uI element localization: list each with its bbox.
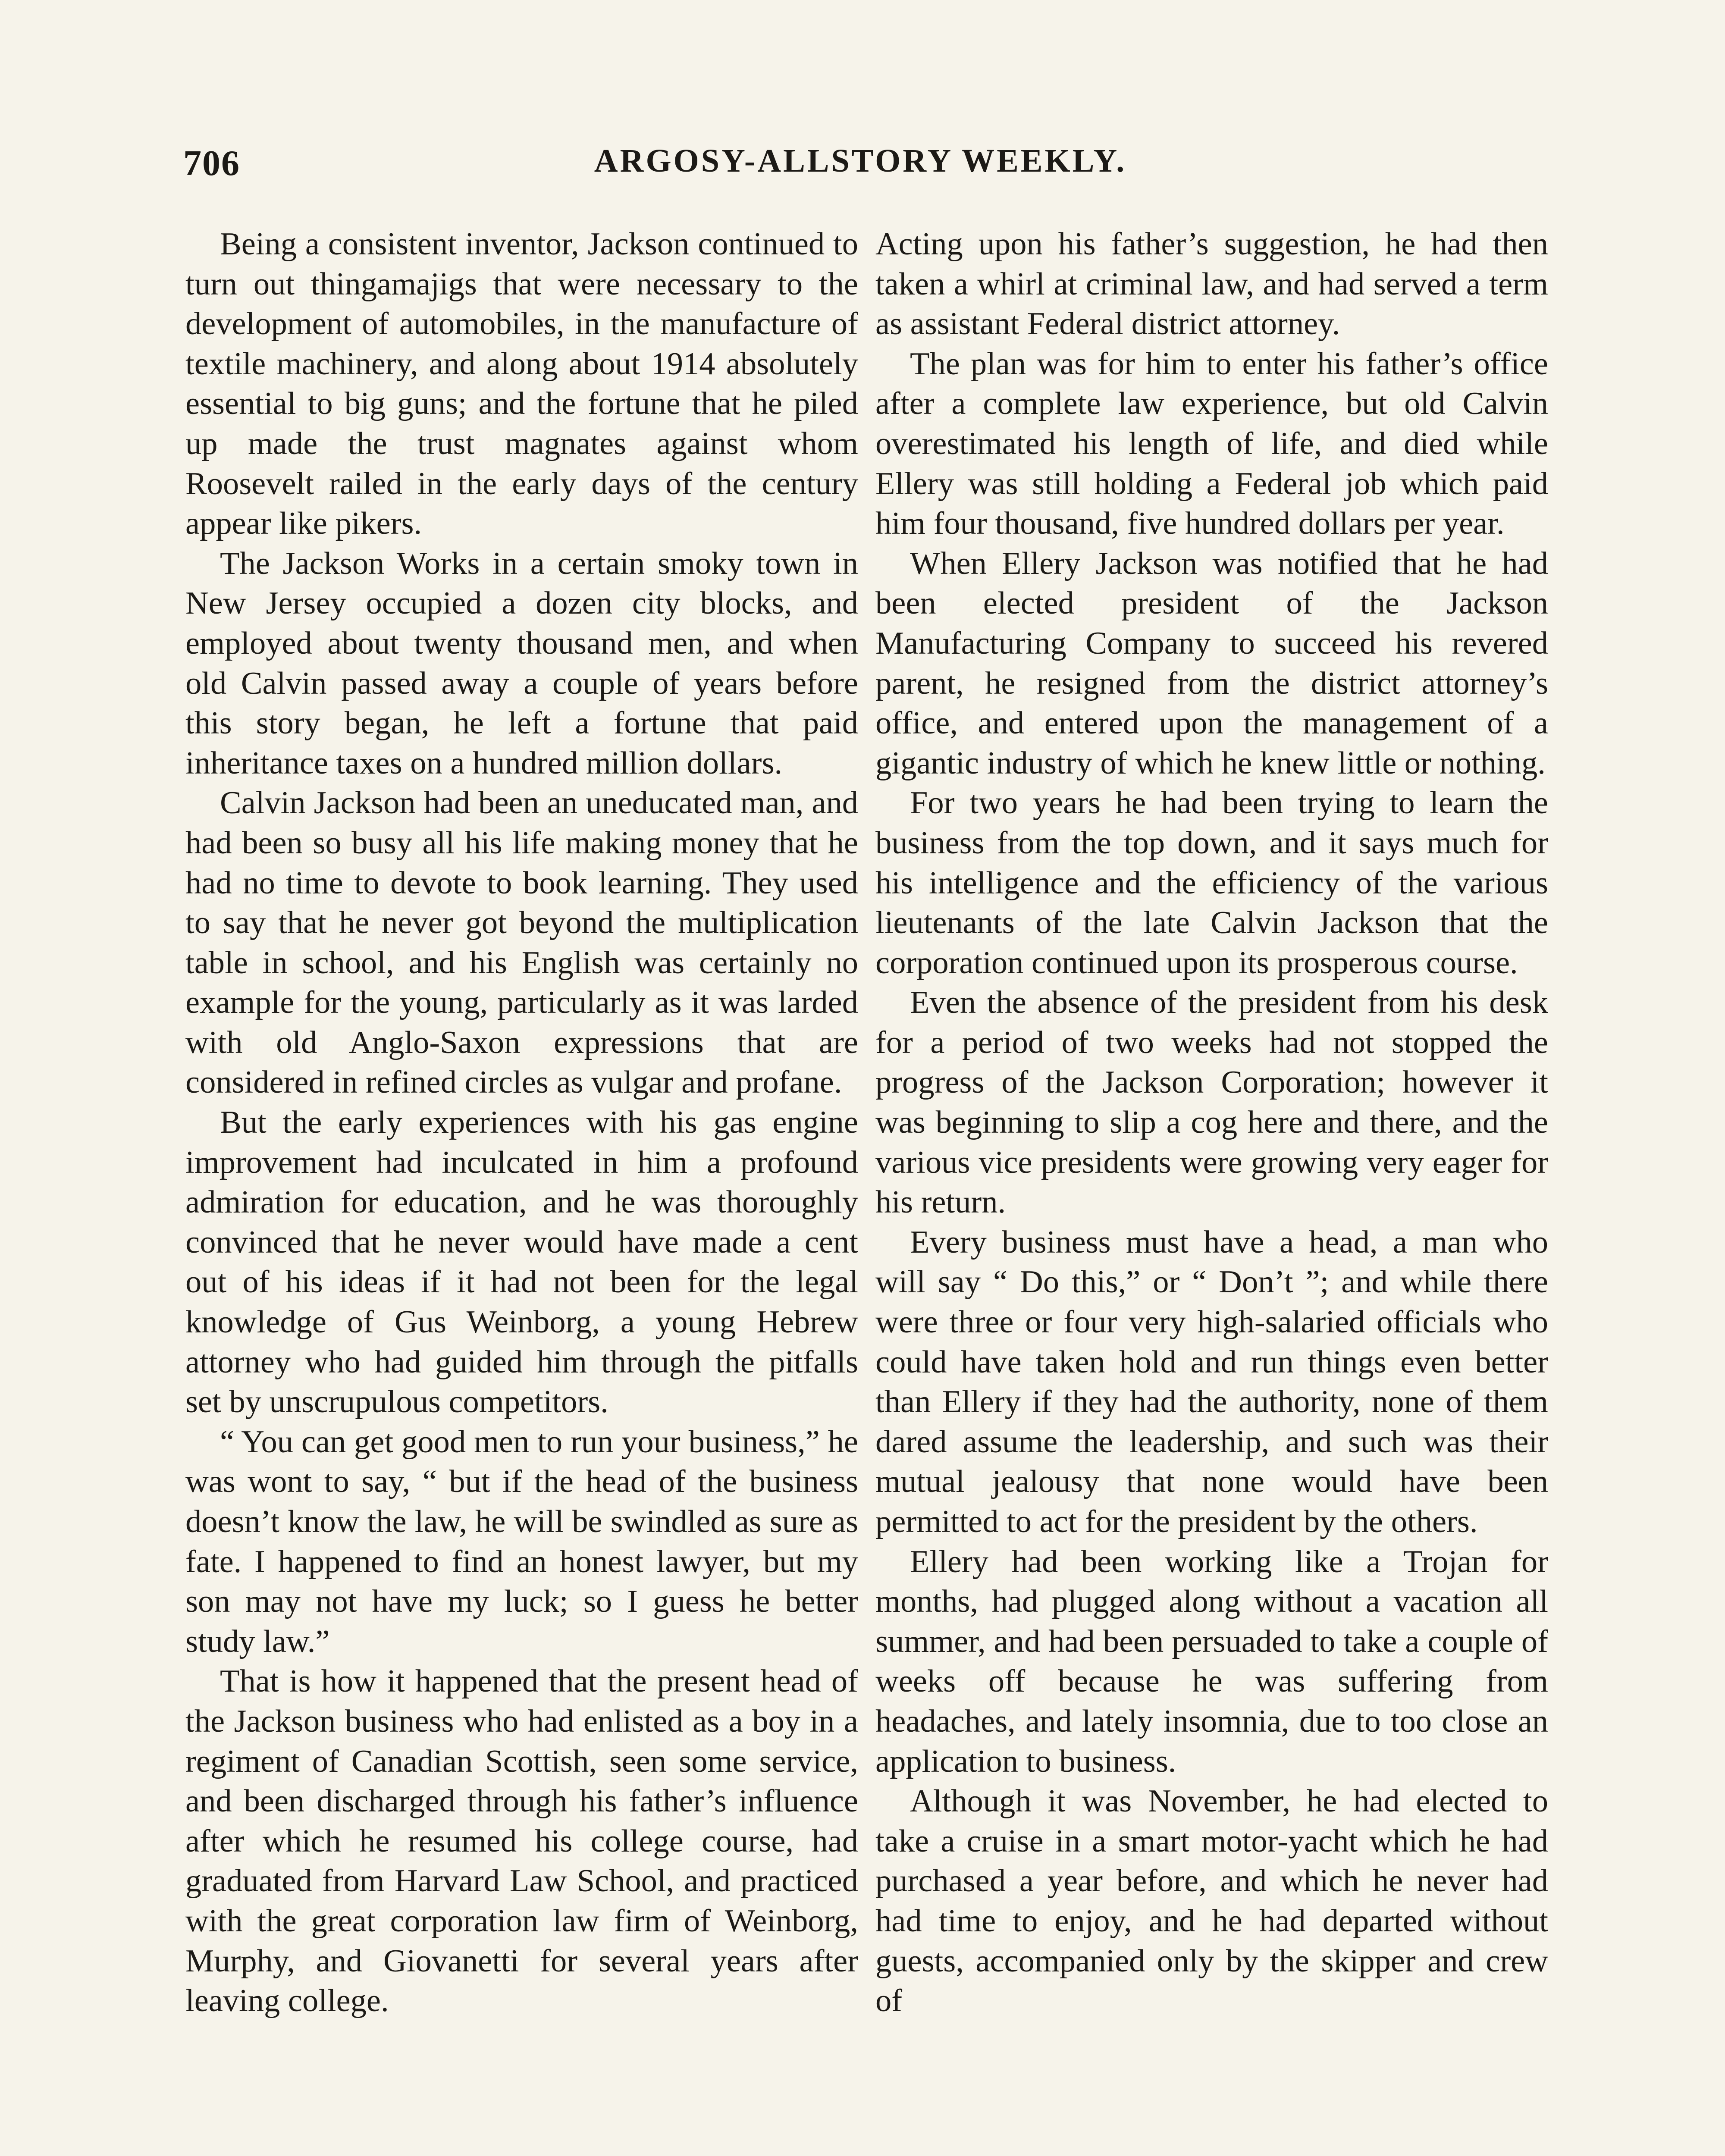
left-paragraph: Calvin Jackson had been an uneducated man, and had been so busy all his life making money that he had no time to devote to book learning. They used to say that he never got beyond the multiplication table in school, and his English was certainly no example for the young, particularly as it was larded with old Anglo-Saxon expressions that are considered in refined circles as vulgar and profane. bbox=[185, 785, 858, 1100]
left-column bbox=[185, 224, 858, 2021]
page-number: 706 bbox=[183, 143, 240, 183]
page-header bbox=[183, 142, 1537, 190]
running-head: ARGOSY-ALLSTORY WEEKLY. bbox=[594, 143, 1127, 179]
right-column bbox=[875, 224, 1548, 2021]
right-paragraph: Acting upon his father’s suggestion, he had then taken a whirl at criminal law, and had served a term as assistant Federal district attorney. bbox=[875, 226, 1548, 342]
right-paragraph: Even the absence of the president from his desk for a period of two weeks had not stopped the progress of the Jackson Corporation; however it was beginning to slip a cog here and there, and the various vice presidents were growing very eager for his return. bbox=[875, 985, 1548, 1220]
right-paragraph: Ellery had been working like a Trojan for months, had plugged along without a vacation all summer, and had been persuaded to take a couple of weeks off because he was suffering from headaches, and lately insomnia, due to too close an application to business. bbox=[875, 1544, 1548, 1779]
right-paragraph: Although it was November, he had elected to take a cruise in a smart motor-yacht which he had purchased a year before, and which he never had had time to enjoy, and he had departed without guests, accompanied only by the skipper and crew of bbox=[875, 1783, 1548, 2019]
left-paragraph: The Jackson Works in a certain smoky town in New Jersey occupied a dozen city blocks, and employed about twenty thousand men, and when old Calvin passed away a couple of years before this story began, he left a fortune that paid inheritance taxes on a hundred million dollars. bbox=[185, 545, 858, 781]
left-paragraph: That is how it happened that the present head of the Jackson business who had enlisted as a boy in a regiment of Canadian Scottish, seen some service, and been discharged through his father’s influence after which he resumed his college course, had graduated from Harvard Law School, and practiced with the great corporation law firm of Weinborg, Murphy, and Giovanetti for several years after leaving college. bbox=[185, 1664, 858, 2019]
left-paragraph: “ You can get good men to run your business,” he was wont to say, “ but if the head of the business doesn’t know the law, he will be swindled as sure as fate. I happened to find an honest lawyer, but my son may not have my luck; so I guess he better study law.” bbox=[185, 1424, 858, 1659]
left-paragraph: But the early experiences with his gas engine improvement had inculcated in him a profound admiration for education, and he was thoroughly convinced that he never would have made a cent out of his ideas if it had not been for the legal knowledge of Gus Weinborg, a young Hebrew attorney who had guided him through the pitfalls set by unscrupulous competitors. bbox=[185, 1105, 858, 1420]
right-paragraph: For two years he had been trying to learn the business from the top down, and it says much for his intelligence and the efficiency of the various lieutenants of the late Calvin Jackson that the corporation continued upon its prosperous course. bbox=[875, 785, 1548, 981]
right-paragraph: The plan was for him to enter his father’s office after a complete law experience, but old Calvin overestimated his length of life, and died while Ellery was still holding a Federal job which paid him four thousand, five hundred dollars per year. bbox=[875, 346, 1548, 542]
right-paragraph: When Ellery Jackson was notified that he had been elected president of the Jackson Manufacturing Company to succeed his revered parent, he resigned from the district attorney’s office, and entered upon the management of a gigantic industry of which he knew little or nothing. bbox=[875, 545, 1548, 781]
right-paragraph: Every business must have a head, a man who will say “ Do this,” or “ Don’t ”; and while there were three or four very high-salaried officials who could have taken hold and run things even better than Ellery if they had the authority, none of them dared assume the leadership, and such was their mutual jealousy that none would have been permitted to act for the president by the others. bbox=[875, 1224, 1548, 1539]
left-paragraph: Being a consistent inventor, Jackson continued to turn out thingamajigs that were necessary to the development of automobiles, in the manufacture of textile machinery, and along about 1914 absolutely essential to big guns; and the fortune that he piled up made the trust magnates against whom Roosevelt railed in the early days of the century appear like pikers. bbox=[185, 226, 858, 542]
